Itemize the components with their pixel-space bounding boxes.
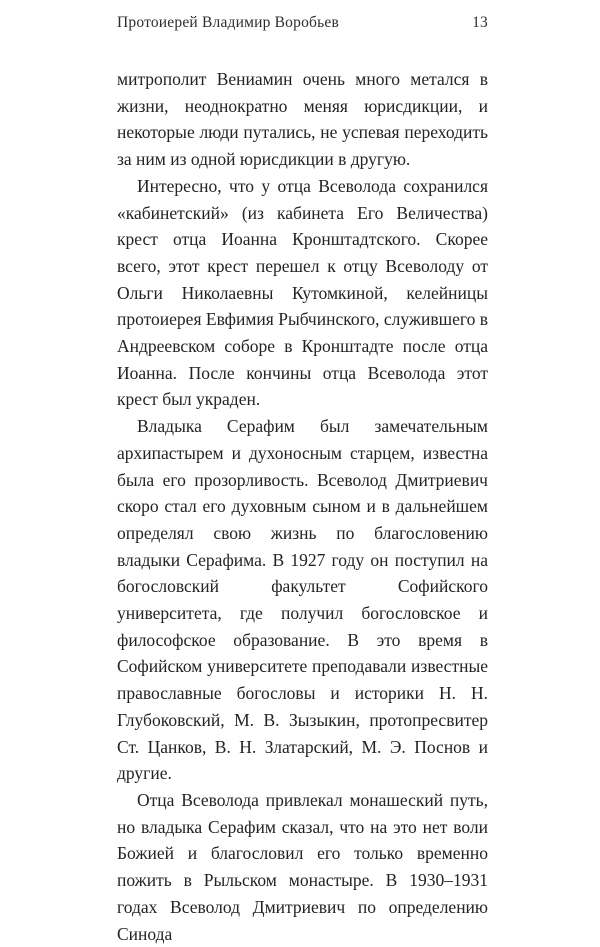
paragraph-cross: Интересно, что у отца Всеволода сохранился «кабинетский» (из кабинета Его Величества) крест отца Иоанна Кронштадтского. Скорее всего, этот крест перешел к отцу Всеволоду от Ольги Николаевны Кутомкиной, келейницы протоиерея Евфимия Рыбчинского, служившего в Андреевском соборе в Кронштадте после отца Иоанна. После кончины отца Всеволода этот крест был украден. [117,175,488,410]
paragraph-seraphim: Владыка Серафим был замечательным архипастырем и духоносным старцем, известна была его прозорливость. Всеволод Дмитриевич скоро стал его духовным сыном и в дальнейшем определял свою жизнь по благословению владыки Серафима. В 1927 году он поступил на богословский факультет Софийского университета, где получил богословское и философское образование. В это время в Софийском университете преподавали известные православные богословы и историки Н. Н. Глубоковский, М. В. Зызыкин, протопресвитер Ст. Цанков, В. Н. Златарский, М. Э. Поснов и другие. [117,416,488,784]
running-title: Протоиерей Владимир Воробьев [117,14,339,31]
paragraph-monastic-path: Отца Всеволода привлекал монашеский путь, но владыка Серафим сказал, что на это нет воли Божией и благословил его только временно пожить в Рыльском монастыре. В 1930–1931 годах Всеволод Дмитриевич по определению Синода [117,789,488,944]
page-number: 13 [472,14,488,31]
paragraph-continuation: митрополит Вениамин очень много метался в жизни, неоднократно меняя юрисдикции, и некоторые люди путались, не успевая переходить за ним из одной юрисдикции в другую. [117,69,488,170]
body-text [117,66,488,947]
running-header [117,14,488,38]
